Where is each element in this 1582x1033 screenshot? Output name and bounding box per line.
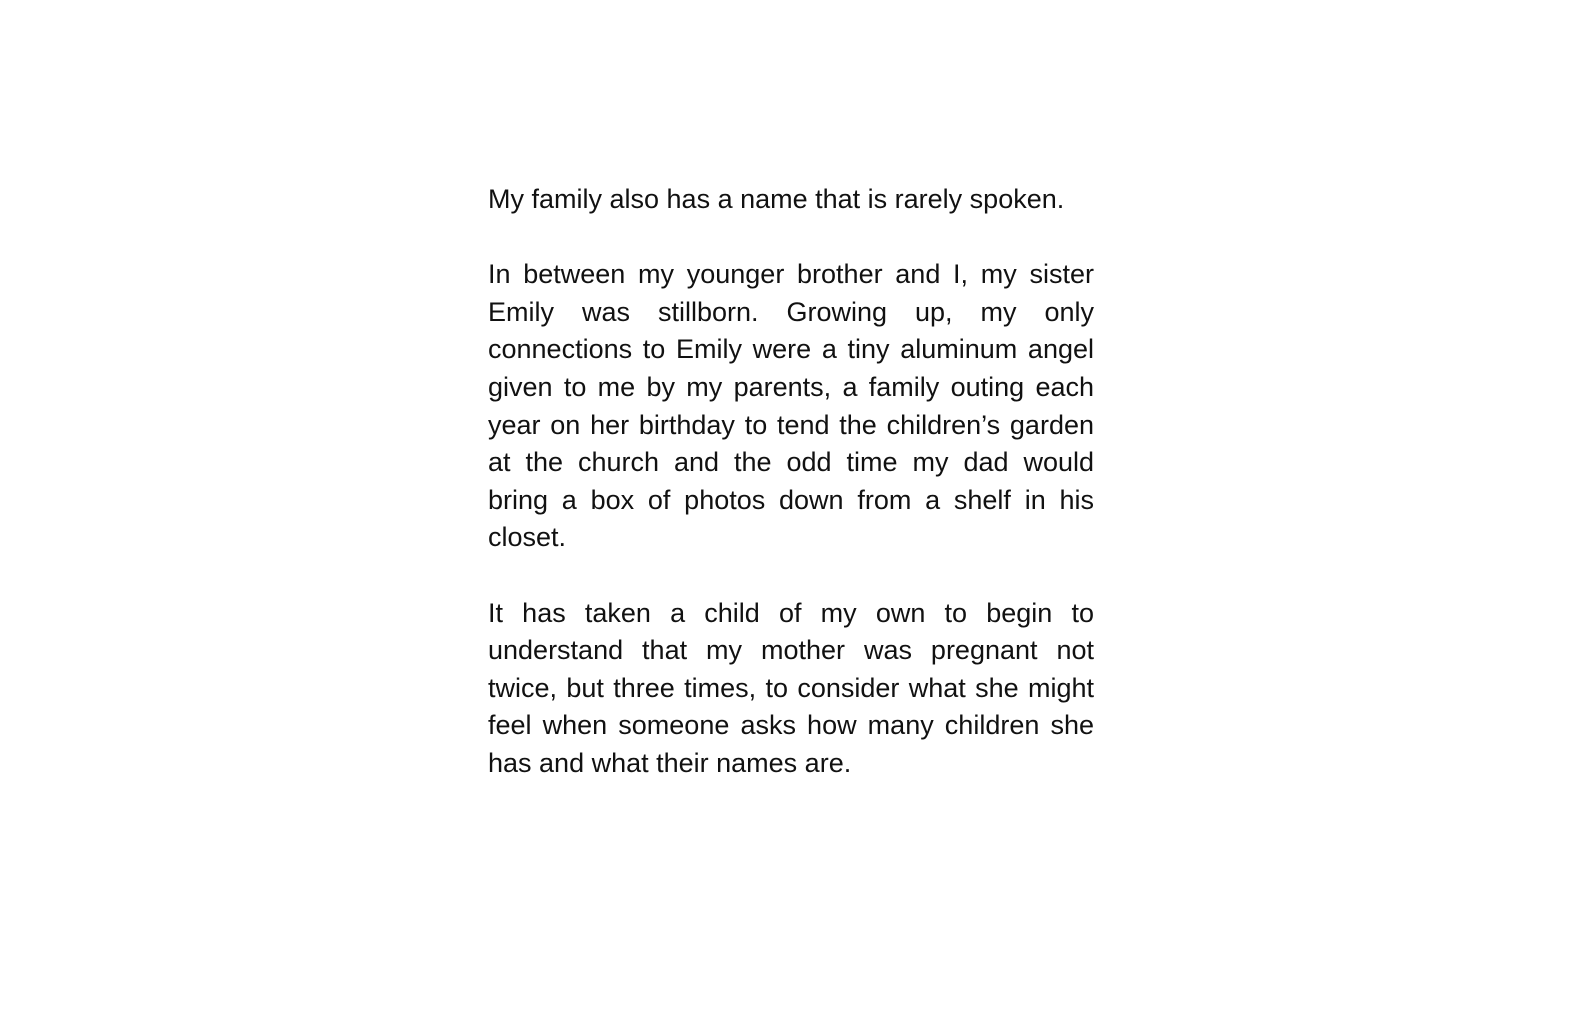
paragraph-1: My family also has a name that is rarely spoken. (488, 184, 1065, 214)
body-text (488, 181, 1094, 783)
paragraph-3: It has taken a child of my own to begin to understand that my mother was pregnant not twice, but three times, to consider what she might feel when someone asks how many children she has and what their names are. (488, 597, 1094, 778)
paragraph-2: In between my younger brother and I, my sister Emily was stillborn. Growing up, my only connections to Emily were a tiny aluminum angel given to me by my parents, a family outing each year on her birthday to tend the children’s garden at the church and the odd time my dad would bring a box of photos down from a shelf in his closet. (488, 259, 1094, 553)
